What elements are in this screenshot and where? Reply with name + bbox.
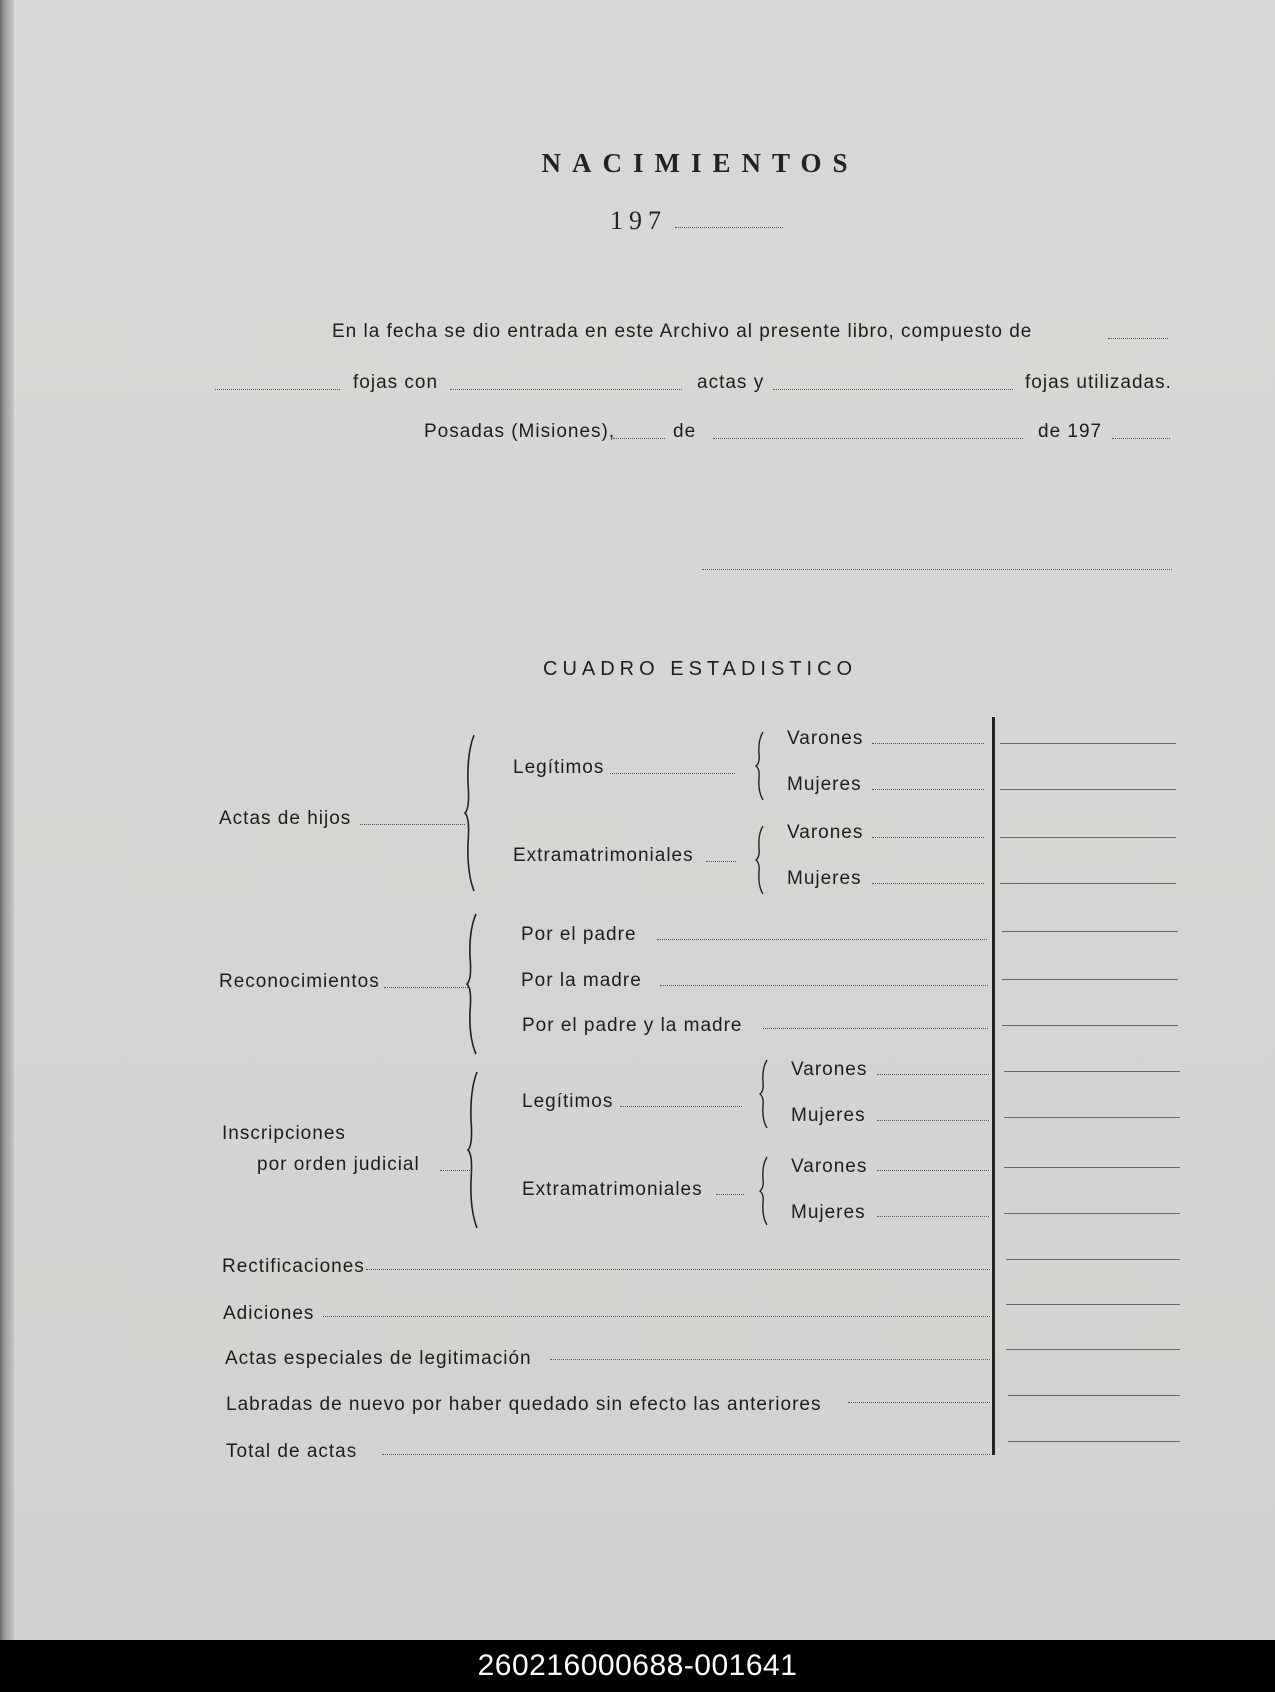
page-title: NACIMIENTOS [541, 148, 859, 178]
mujeres-label-2: Mujeres [787, 868, 862, 889]
year-blank [675, 227, 783, 228]
actas-y-label: actas y [697, 372, 765, 393]
varones-leader-2 [872, 837, 984, 838]
blank-month [713, 438, 1023, 439]
de-label: de [673, 421, 697, 442]
extramatrimoniales-label-1: Extramatrimoniales [513, 845, 694, 866]
mujeres-total-1 [1000, 789, 1176, 790]
rectificaciones-label: Rectificaciones [222, 1256, 365, 1277]
varones-leader-4 [877, 1170, 989, 1171]
fojas-con-label: fojas con [353, 372, 439, 393]
por-padre-total [1002, 931, 1178, 932]
por-ambos-total [1002, 1025, 1178, 1026]
actas-hijos-leader [360, 824, 465, 825]
adiciones-total [1006, 1304, 1180, 1305]
actas-especiales-total [1006, 1349, 1180, 1350]
column-divider [992, 717, 995, 1455]
varones-leader-3 [877, 1074, 989, 1075]
varones-total-3 [1004, 1071, 1180, 1072]
brace-actas-hijos [463, 733, 477, 893]
mujeres-total-3 [1004, 1117, 1180, 1118]
brace-legitimos-2 [757, 1058, 771, 1130]
actas-especiales-leader [550, 1359, 990, 1360]
legitimos-leader-1 [610, 773, 735, 774]
varones-total-1 [1000, 743, 1176, 744]
total-actas-label: Total de actas [226, 1441, 358, 1462]
blank-compuesto [1108, 338, 1168, 339]
legitimos-label-1: Legítimos [513, 757, 605, 778]
varones-label-2: Varones [787, 822, 864, 843]
varones-total-2 [1000, 837, 1176, 838]
por-madre-leader [660, 985, 988, 986]
brace-reconocimientos [465, 912, 479, 1056]
total-actas-total [1008, 1441, 1180, 1442]
de-year-label: de 197 [1038, 421, 1103, 442]
blank-actas [450, 389, 682, 390]
signature-line [702, 569, 1172, 570]
brace-legitimos-1 [753, 730, 767, 802]
varones-total-4 [1004, 1167, 1180, 1168]
brace-inscripciones [466, 1070, 480, 1230]
reconocimientos-label: Reconocimientos [219, 971, 380, 992]
legitimos-leader-2 [620, 1106, 742, 1107]
mujeres-leader-4 [877, 1216, 989, 1217]
actas-hijos-label: Actas de hijos [219, 808, 352, 829]
varones-label-3: Varones [791, 1059, 868, 1080]
actas-especiales-label: Actas especiales de legitimación [225, 1348, 532, 1369]
extramatrimoniales-label-2: Extramatrimoniales [522, 1179, 703, 1200]
por-padre-leader [657, 939, 987, 940]
labradas-leader [848, 1402, 990, 1403]
footer-id-bar: 260216000688-001641 [0, 1640, 1275, 1692]
brace-extramatrimoniales-2 [757, 1155, 771, 1227]
legitimos-label-2: Legítimos [522, 1091, 614, 1112]
extramatrimoniales-leader-1 [706, 861, 736, 862]
mujeres-leader-3 [877, 1120, 989, 1121]
extramatrimoniales-leader-2 [716, 1194, 744, 1195]
mujeres-leader-2 [872, 883, 984, 884]
blank-year [1112, 438, 1170, 439]
por-ambos-leader [763, 1028, 988, 1029]
por-orden-judicial-label: por orden judicial [257, 1154, 420, 1175]
total-actas-leader [382, 1454, 990, 1455]
rectificaciones-leader [366, 1269, 990, 1270]
adiciones-leader [323, 1316, 990, 1317]
mujeres-total-4 [1004, 1213, 1180, 1214]
blank-day [613, 438, 665, 439]
mujeres-label-1: Mujeres [787, 774, 862, 795]
rectificaciones-total [1006, 1259, 1180, 1260]
fojas-utilizadas-label: fojas utilizadas. [1025, 372, 1172, 393]
adiciones-label: Adiciones [223, 1303, 315, 1324]
brace-extramatrimoniales-1 [753, 824, 767, 896]
section-title: CUADRO ESTADISTICO [543, 658, 858, 680]
mujeres-label-4: Mujeres [791, 1202, 866, 1223]
inscripciones-label: Inscripciones [222, 1123, 346, 1144]
mujeres-label-3: Mujeres [791, 1105, 866, 1126]
varones-label-4: Varones [791, 1156, 868, 1177]
reconocimientos-leader [384, 987, 468, 988]
page-edge [0, 0, 14, 1640]
labradas-label: Labradas de nuevo por haber quedado sin efecto las anteriores [226, 1394, 822, 1415]
entry-line-1: En la fecha se dio entrada en este Archivo al presente libro, compuesto de [332, 321, 1033, 342]
por-madre-label: Por la madre [521, 970, 642, 991]
varones-label-1: Varones [787, 728, 864, 749]
blank-fojas [215, 389, 340, 390]
varones-leader-1 [872, 743, 984, 744]
por-madre-total [1002, 979, 1178, 980]
por-ambos-label: Por el padre y la madre [522, 1015, 743, 1036]
place-label: Posadas (Misiones), [424, 421, 616, 442]
blank-utilizadas [773, 389, 1013, 390]
mujeres-total-2 [1000, 883, 1176, 884]
por-padre-label: Por el padre [521, 924, 637, 945]
mujeres-leader-1 [872, 789, 984, 790]
labradas-total [1008, 1395, 1180, 1396]
year-label: 197 [610, 206, 667, 235]
